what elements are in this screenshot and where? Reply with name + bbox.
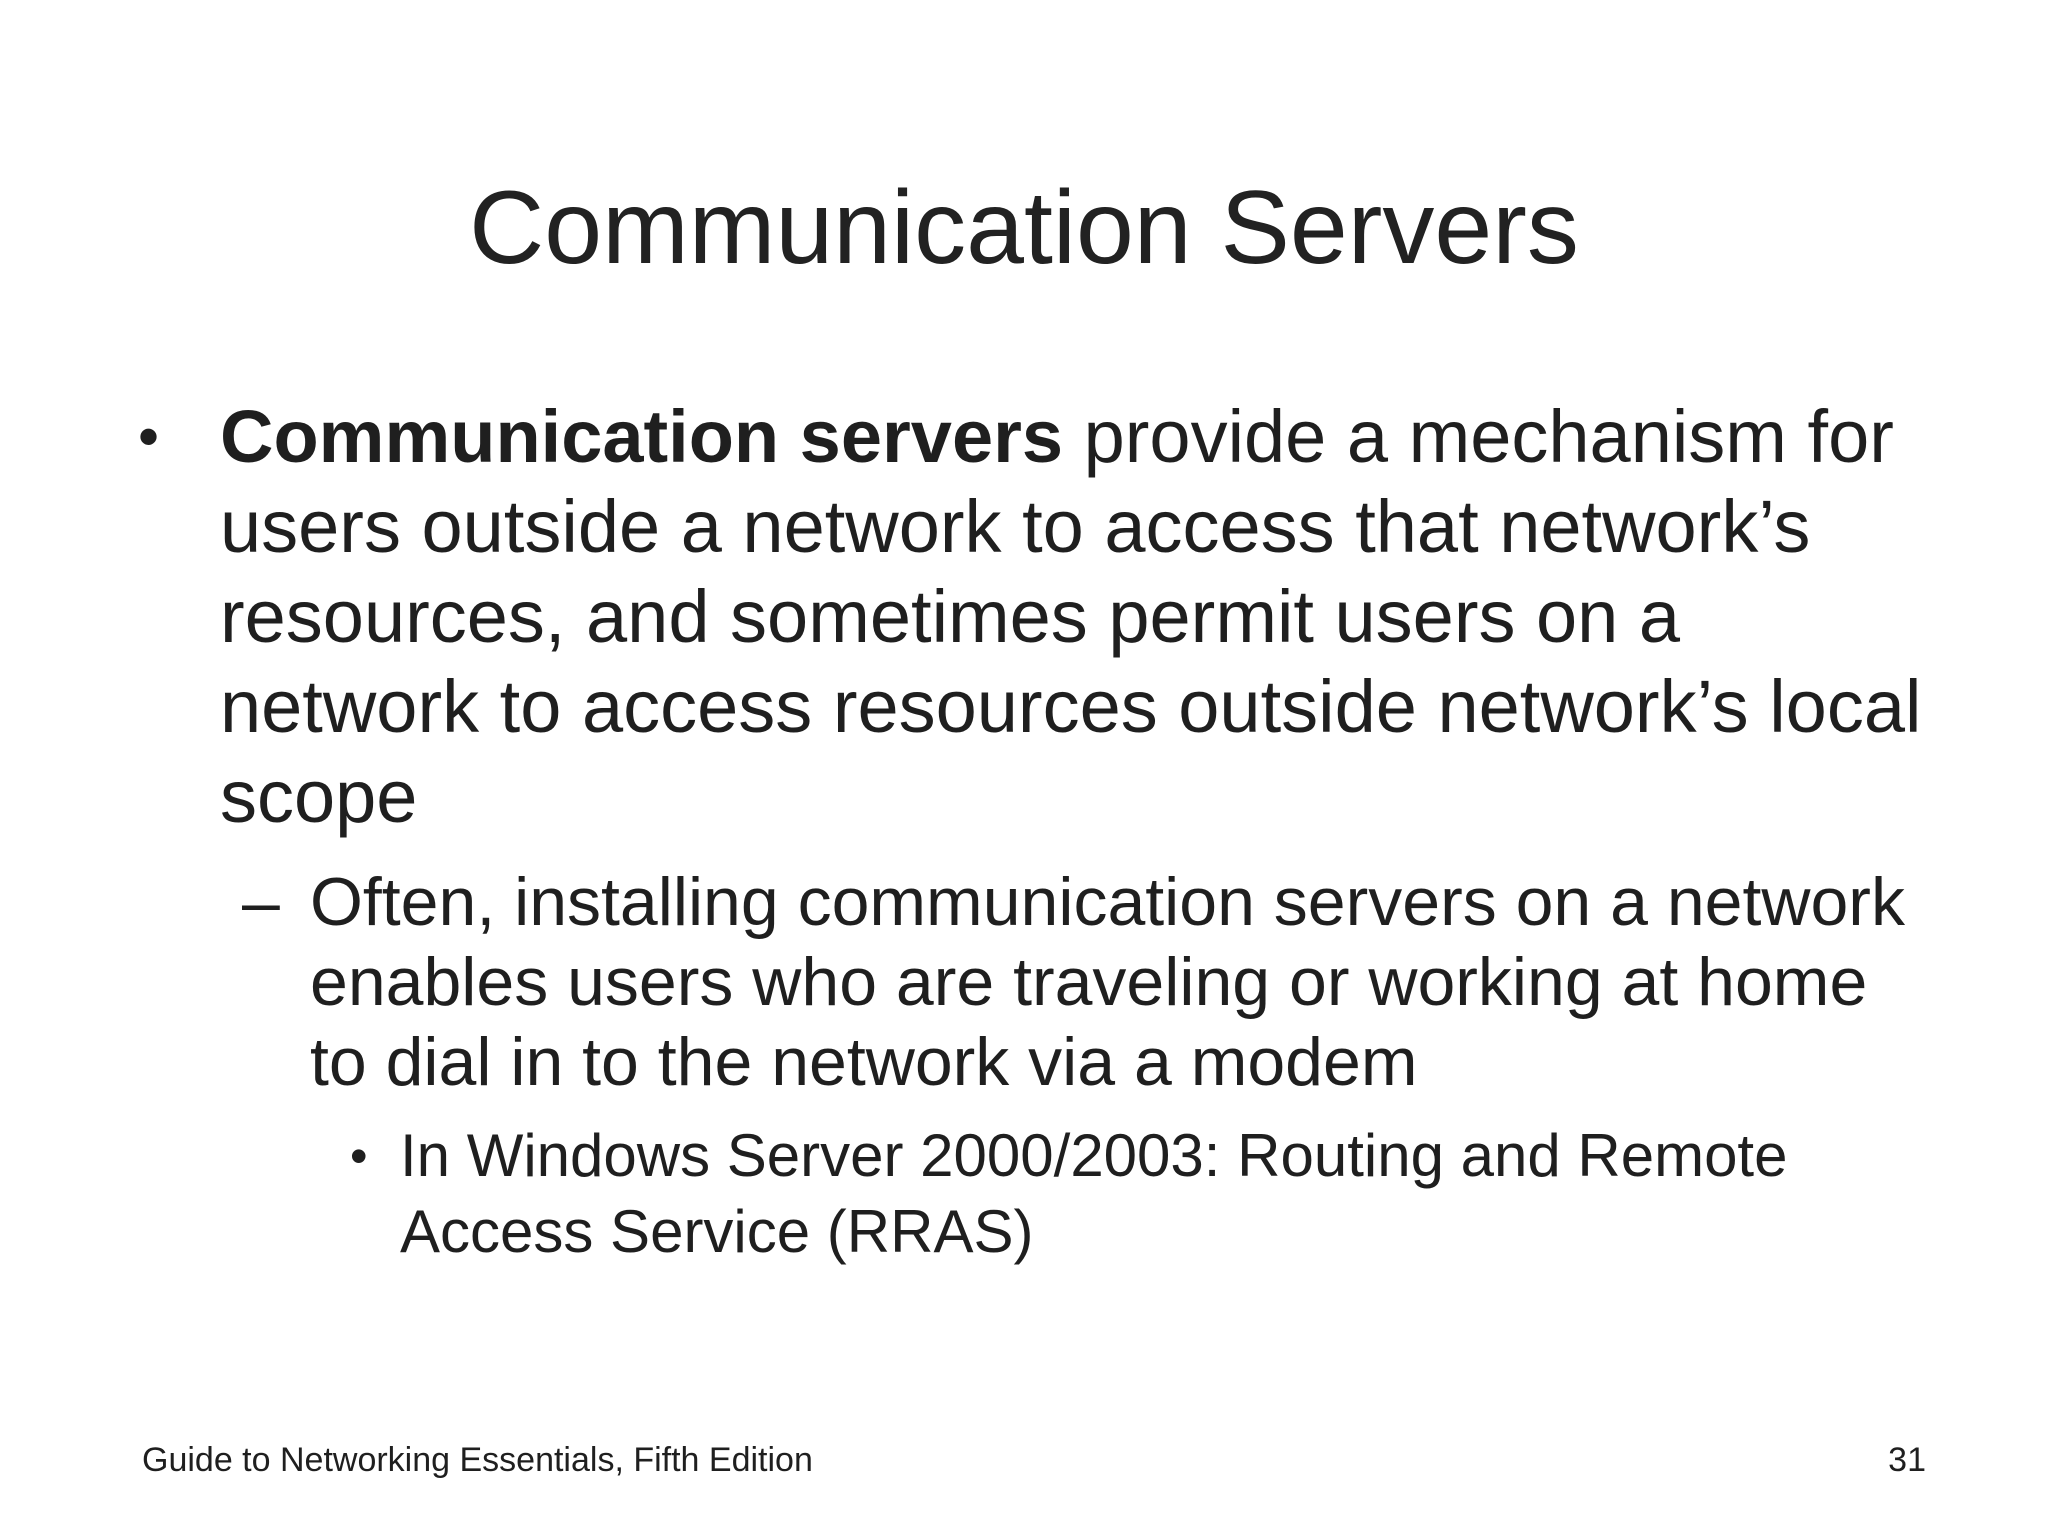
sub-sub-bullet-text: In Windows Server 2000/2003: Routing and Remote Access Service (RRAS) — [400, 1122, 1788, 1265]
dash-marker: – — [242, 864, 280, 940]
bullet-level-1 — [138, 392, 1940, 842]
bullet-bold-lead: Communication servers — [220, 395, 1064, 478]
footer-page-number: 31 — [1888, 1441, 1926, 1479]
bullet-text: provide a mechanism for users outside a network to access that network’s resources, and sometimes permit users on a network to access resources outside network’s local scope — [220, 395, 1922, 838]
bullet-marker-small: • — [350, 1128, 368, 1184]
bullet-level-2 — [242, 862, 1910, 1102]
bullet-marker: • — [138, 403, 160, 470]
footer-book-title: Guide to Networking Essentials, Fifth Edition — [142, 1441, 813, 1479]
bullet-level-3 — [350, 1118, 1920, 1270]
sub-bullet-text: Often, installing communication servers on a network enables users who are traveling or working at home to dial in to the network via a modem — [310, 864, 1905, 1100]
slide-title: Communication Servers — [469, 170, 1579, 286]
